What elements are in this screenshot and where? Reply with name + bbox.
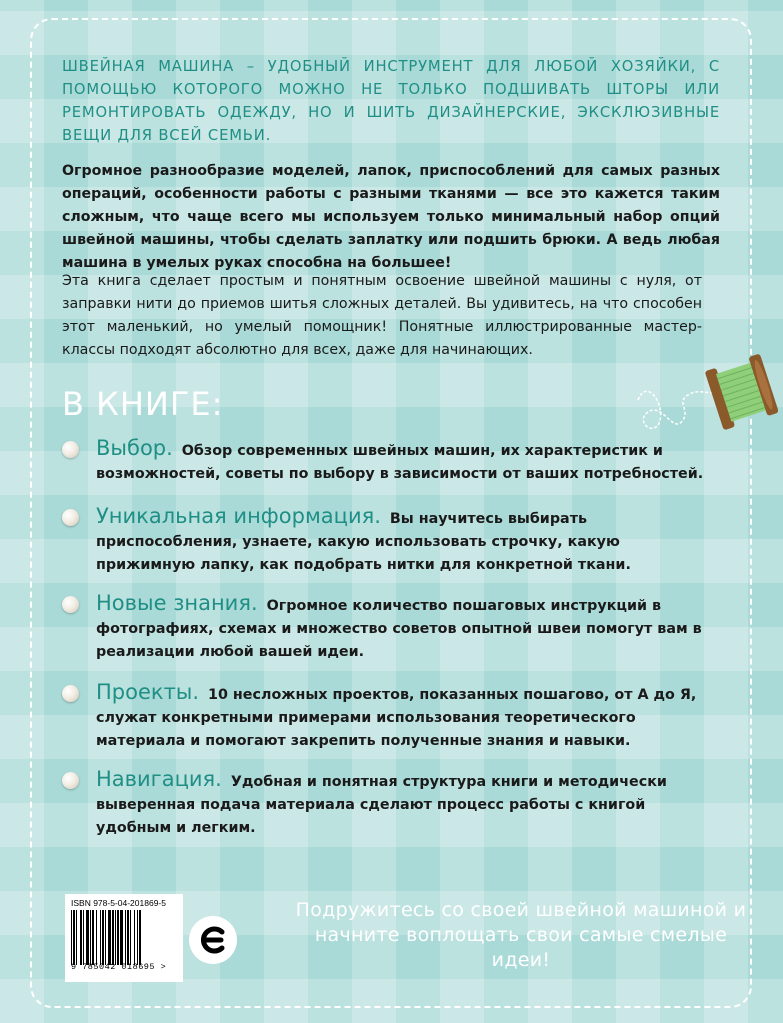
feature-title: Уникальная информация. <box>96 504 381 528</box>
slogan: Подружитесь со своей швейной машиной и начните воплощать свои самые смелые идеи! <box>295 899 747 971</box>
feature-title: Выбор. <box>96 436 173 460</box>
barcode-digits: 9 785042 018695 > <box>71 962 167 972</box>
feature-item <box>62 681 722 753</box>
feature-item <box>62 505 722 577</box>
feature-title: Проекты. <box>96 680 200 704</box>
feature-title: Навигация. <box>96 767 222 791</box>
feature-text: 10 несложных проектов, показанных пошагово, от А до Я, служат конкретными примерами использования теоретического материала и помогают закрепить полученные знания и навыки. <box>96 687 697 749</box>
feature-text: Огромное количество пошаговых инструкций в фотографиях, схемах и множество советов опытной швеи помогут вам в реализации любой вашей идеи. <box>96 598 702 660</box>
feature-title: Новые знания. <box>96 591 258 615</box>
pearl-bullet-icon <box>62 441 79 458</box>
barcode <box>65 894 183 982</box>
pearl-bullet-icon <box>62 685 79 702</box>
intro-paragraph-bold: Огромное разнообразие моделей, лапок, приспособлений для самых разных операций, особенности работы с разными тканями — все это кажется таким сложным, что чаще всего мы используем только минимальный набор опций швейной машины, чтобы сделать заплатку или подшить брюки. А ведь любая машина в умелых руках способна на большее! <box>62 163 720 271</box>
pearl-bullet-icon <box>62 596 79 613</box>
barcode-stripe <box>141 910 142 965</box>
feature-text: Обзор современных швейных машин, их характеристик и возможностей, советы по выбору в зависимости от ваших потребностей. <box>96 443 704 482</box>
intro-paragraph-regular: Эта книга сделает простым и понятным освоение швейной машины с нуля, от заправки нити до приемов шитья сложных деталей. Вы удивитесь, на что способен этот маленький, но умелый помощник! Понятные иллюстрированные мастер-классы подходят абсолютно для всех, даже для начинающих. <box>62 273 702 358</box>
publisher-logo-icon <box>188 915 238 965</box>
barcode-bars <box>71 910 179 965</box>
feature-item <box>62 768 722 840</box>
isbn-label: ISBN 978-5-04-201869-5 <box>71 898 166 908</box>
section-heading: В КНИГЕ: <box>62 385 224 423</box>
feature-text: Вы научитесь выбирать приспособления, узнаете, какую использовать строчку, какую прижимную лапку, как подобрать нитки для конкретной ткани. <box>96 511 631 573</box>
pearl-bullet-icon <box>62 772 79 789</box>
feature-item <box>62 437 722 486</box>
intro-paragraph-lead: ШВЕЙНАЯ МАШИНА – УДОБНЫЙ ИНСТРУМЕНТ ДЛЯ ЛЮБОЙ ХОЗЯЙКИ, С ПОМОЩЬЮ КОТОРОГО МОЖНО НЕ ТОЛЬКО ПОДШИВАТЬ ШТОРЫ ИЛИ РЕМОНТИРОВАТЬ ОДЕЖДУ, НО И ШИТЬ ДИЗАЙНЕРСКИЕ, ЭКСКЛЮЗИВНЫЕ ВЕЩИ ДЛЯ ВСЕЙ СЕМЬИ. <box>62 58 720 144</box>
pearl-bullet-icon <box>62 509 79 526</box>
feature-item <box>62 592 722 664</box>
feature-text: Удобная и понятная структура книги и методически выверенная подача материала сделают процесс работы с книгой удобным и легким. <box>96 774 667 836</box>
thread-spool-icon <box>628 340 778 440</box>
